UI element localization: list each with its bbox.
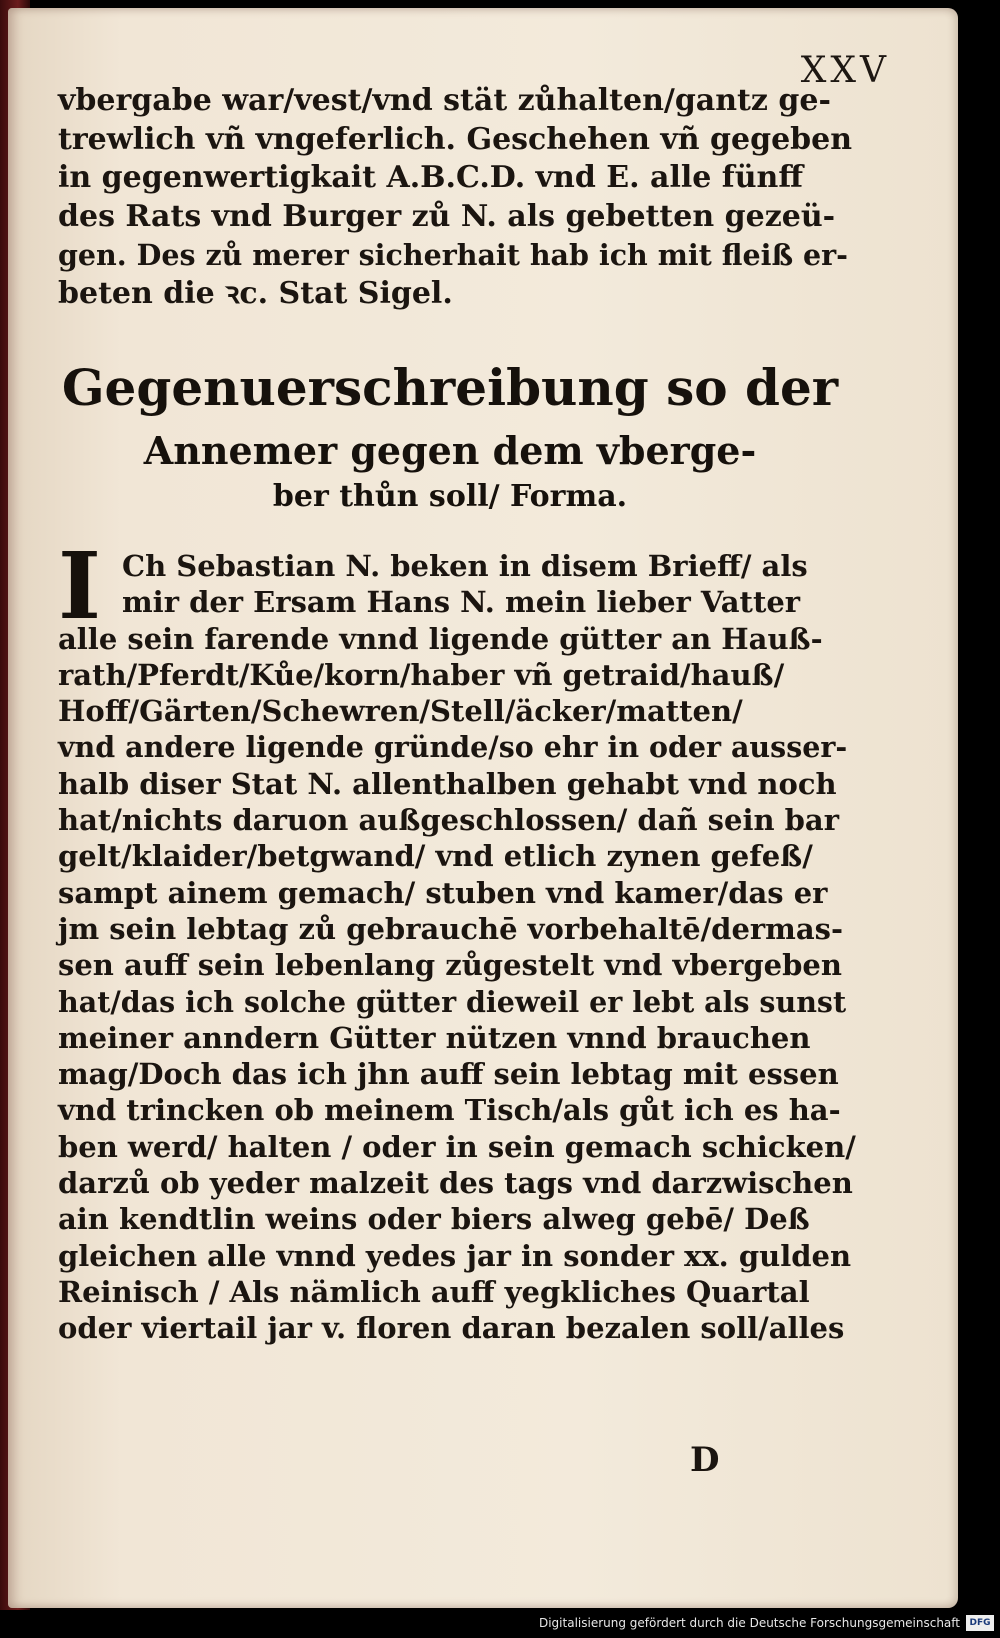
text-line: des Rats vnd Burger zů N. als gebetten gezeü- [58, 198, 836, 234]
footer-bar [0, 1612, 1000, 1638]
text-line: ben werd/ halten / oder in sein gemach schicken/ [58, 1129, 856, 1164]
text-line: jm sein lebtag zů gebrauchē vorbehaltē/dermas- [58, 911, 844, 946]
text-line: rath/Pferdt/Kůe/korn/haber vñ getraid/hauß/ [58, 657, 785, 692]
text-line: gen. Des zů merer sicherhait hab ich mit fleiß er- [58, 238, 848, 272]
text-line: alle sein farende vnnd ligende gütter an Hauß- [58, 621, 823, 656]
text-line: trewlich vñ vngeferlich. Geschehen vñ gegeben [58, 121, 853, 157]
text-line: Reinisch / Als nämlich auff yegkliches Quartal [58, 1274, 810, 1309]
text-line: halb diser Stat N. allenthalben gehabt vnd noch [58, 766, 837, 801]
text-line: darzů ob yeder malzeit des tags vnd darzwischen [58, 1166, 853, 1201]
text-line: gleichen alle vnnd yedes jar in sonder xx. gulden [58, 1238, 852, 1273]
text-line: hat/nichts daruon außgeschlossen/ dañ sein bar [58, 803, 839, 838]
text-line: vbergabe war/vest/vnd stät zůhalten/gantz ge- [58, 83, 831, 118]
section-heading [60, 350, 840, 518]
text-line: mir der Ersam Hans N. mein lieber Vatter [122, 585, 801, 620]
text-line: mag/Doch das ich jhn auff sein lebtag mit essen [58, 1057, 839, 1092]
text-line: sen auff sein lebenlang zůgestelt vnd vbergeben [58, 948, 842, 983]
text-line: meiner anndern Gütter nützen vnnd brauchen [58, 1020, 811, 1055]
text-line: Ch Sebastian N. beken in disem Brieff/ als [122, 549, 808, 583]
text-line: Hoff/Gärten/Schewren/Stell/äcker/matten/ [58, 694, 743, 729]
footer-credit: Digitalisierung gefördert durch die Deutsche Forschungsgemeinschaft [538, 1616, 960, 1630]
heading-line-3: ber thůn soll/ Forma. [272, 479, 628, 514]
text-line: vnd trincken ob meinem Tisch/als gůt ich es ha- [58, 1093, 841, 1128]
text-line: hat/das ich solche gütter dieweil er lebt als sunst [58, 984, 847, 1019]
text-line: ain kendtlin weins oder biers alweg gebē/ Deß [58, 1202, 810, 1237]
text-line: sampt ainem gemach/ stuben vnd kamer/das er [58, 875, 828, 910]
page-number: XXV [800, 50, 890, 91]
text-line: vnd andere ligende gründe/so ehr in oder ausser- [58, 730, 848, 765]
body-paragraph [58, 532, 858, 1347]
heading-line-1: Gegenuerschreibung so der [61, 358, 839, 417]
heading-line-2: Annemer gegen dem vberge- [143, 428, 757, 473]
text-line: gelt/klaider/betgwand/ vnd etlich zynen gefeß/ [58, 839, 813, 874]
text-line: in gegenwertigkait A.B.C.D. vnd E. alle fünff [58, 160, 803, 195]
catchword: D [690, 1440, 720, 1480]
text-line: beten die ꝛc. Stat Sigel. [58, 275, 453, 311]
text-line: oder viertail jar v. floren daran bezalen soll/alles [58, 1311, 845, 1346]
drop-cap-initial: I [58, 532, 102, 640]
dfg-logo-icon: DFG [966, 1615, 994, 1631]
top-paragraph [58, 82, 858, 313]
